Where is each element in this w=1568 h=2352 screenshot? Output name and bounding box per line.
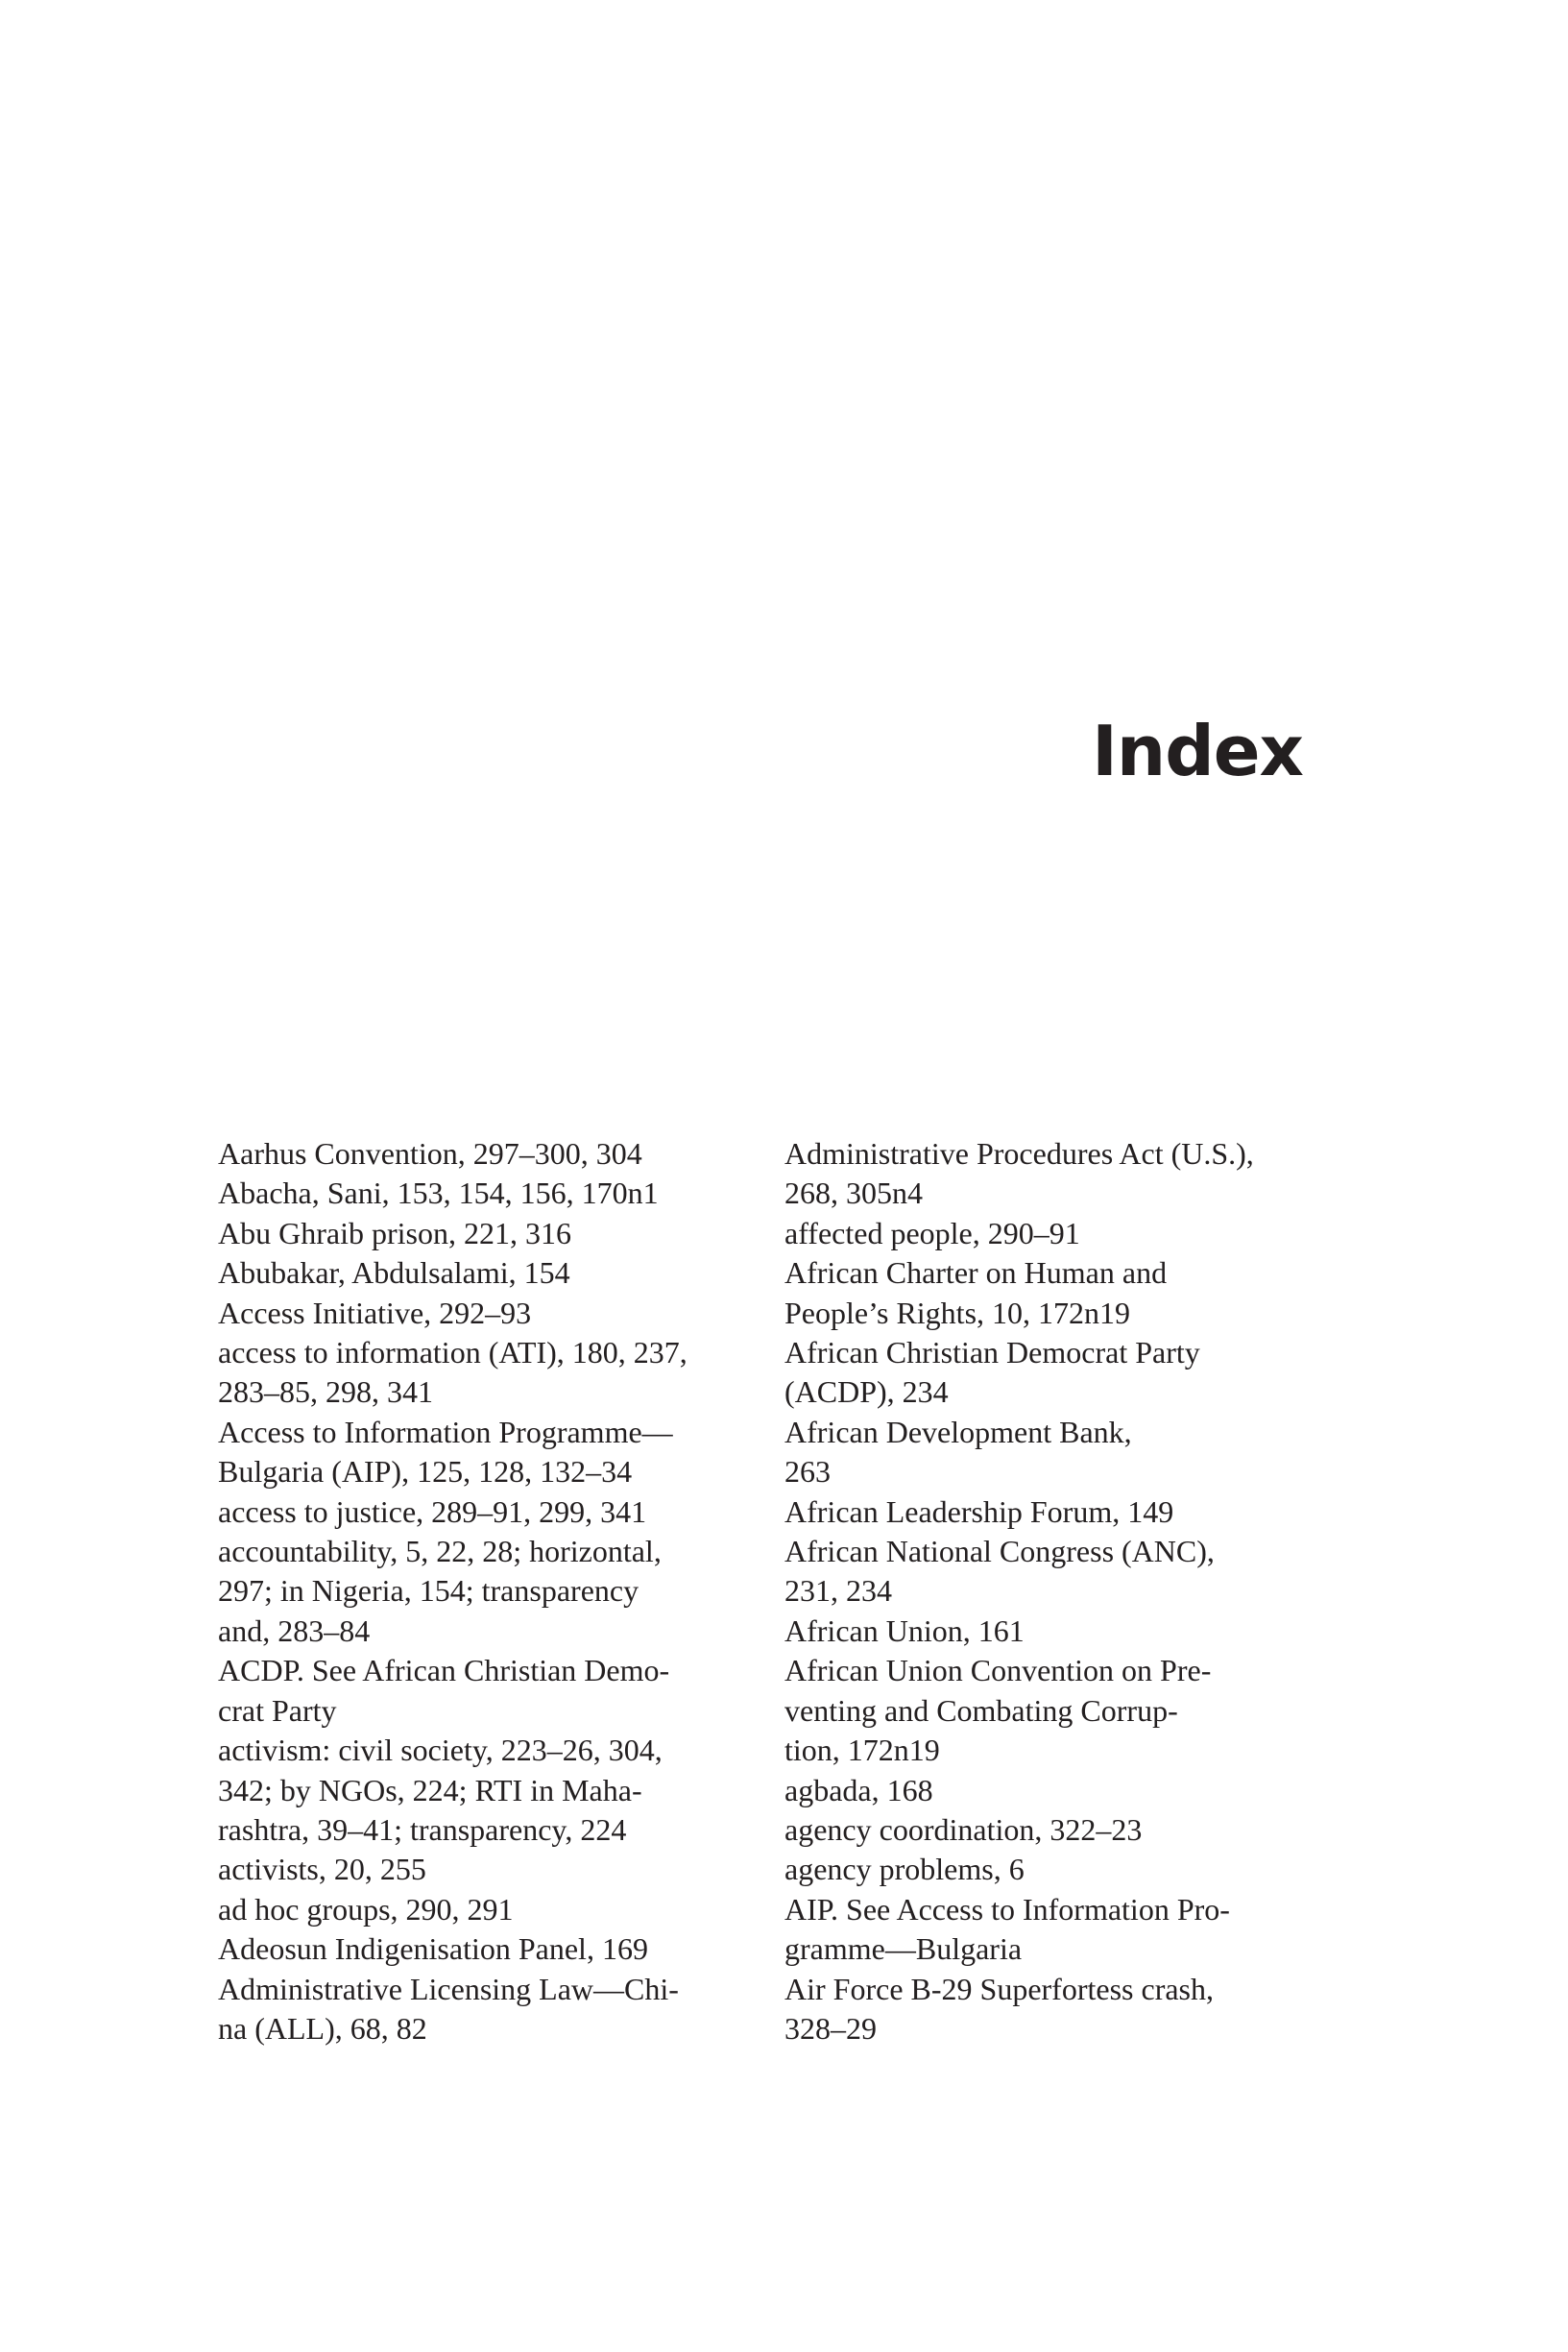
index-entry [784, 1214, 1322, 1253]
index-entry [218, 1651, 756, 1731]
entry-line: African Charter on Human and [784, 1255, 1168, 1291]
entry-line: African Christian Democrat Party [784, 1335, 1200, 1370]
index-entry [218, 1850, 756, 1889]
page-title: Index [1092, 711, 1303, 791]
entry-line: affected people, 290–91 [784, 1215, 1080, 1250]
entry-line: crat Party [218, 1692, 337, 1728]
entry-line: African National Congress (ANC), [784, 1534, 1215, 1569]
index-entry [218, 1492, 756, 1532]
entry-line: African Leadership Forum, 149 [784, 1493, 1174, 1529]
entry-line: Administrative Licensing Law—Chi- [218, 1971, 679, 2006]
index-entry [784, 1771, 1322, 1810]
entry-line: African Development Bank, [784, 1414, 1132, 1449]
entry-line: and, 283–84 [218, 1612, 371, 1648]
index-entry [218, 1174, 756, 1213]
entry-line: Abacha, Sani, 153, 154, 156, 170n1 [218, 1176, 659, 1211]
entry-line: activism: civil society, 223–26, 304, [218, 1733, 663, 1768]
entry-line: na (ALL), 68, 82 [218, 2010, 427, 2046]
index-entry [784, 1492, 1322, 1532]
entry-line: African Union, 161 [784, 1612, 1025, 1648]
index-entry [784, 1850, 1322, 1889]
index-column-left [218, 1134, 756, 2049]
index-entry [218, 1731, 756, 1850]
index-entry [218, 1532, 756, 1651]
index-entry [784, 1890, 1322, 1970]
entry-line: AIP. See Access to Information Pro- [784, 1891, 1230, 1927]
entry-line: Abu Ghraib prison, 221, 316 [218, 1215, 571, 1250]
index-entry [784, 1253, 1322, 1333]
index-column-right [784, 1134, 1322, 2049]
entry-line: People’s Rights, 10, 172n19 [784, 1295, 1131, 1330]
index-entry [784, 1810, 1322, 1850]
entry-line: 297; in Nigeria, 154; transparency [218, 1573, 639, 1609]
index-entry [784, 1651, 1322, 1770]
entry-line: accountability, 5, 22, 28; horizontal, [218, 1534, 662, 1569]
entry-line: rashtra, 39–41; transparency, 224 [218, 1811, 627, 1847]
index-entry [784, 1134, 1322, 1214]
entry-line: Aarhus Convention, 297–300, 304 [218, 1136, 642, 1171]
index-entry [784, 1612, 1322, 1651]
index-entry [784, 1532, 1322, 1612]
index-entry [218, 1929, 756, 1969]
entry-line: Adeosun Indigenisation Panel, 169 [218, 1931, 648, 1967]
entry-line: ad hoc groups, 290, 291 [218, 1891, 514, 1927]
entry-line: agency problems, 6 [784, 1852, 1025, 1887]
entry-line: Bulgaria (AIP), 125, 128, 132–34 [218, 1454, 633, 1490]
entry-line: Administrative Procedures Act (U.S.), [784, 1136, 1254, 1171]
entry-line: agbada, 168 [784, 1772, 933, 1807]
index-entry [784, 1333, 1322, 1413]
entry-line: 342; by NGOs, 224; RTI in Maha- [218, 1772, 642, 1807]
index-entry [784, 1970, 1322, 2049]
index-entry [218, 1413, 756, 1492]
entry-line: 283–85, 298, 341 [218, 1374, 433, 1410]
entry-line: activists, 20, 255 [218, 1852, 426, 1887]
index-entry [218, 1134, 756, 1174]
entry-line: 231, 234 [784, 1573, 892, 1609]
index-entry [784, 1413, 1322, 1492]
entry-line: tion, 172n19 [784, 1733, 940, 1768]
index-entry [218, 1253, 756, 1293]
index-entry [218, 1970, 756, 2049]
entry-line: (ACDP), 234 [784, 1374, 949, 1410]
entry-line: Abubakar, Abdulsalami, 154 [218, 1255, 570, 1291]
entry-line: Access to Information Programme— [218, 1414, 673, 1449]
index-entry [218, 1214, 756, 1253]
entry-line: African Union Convention on Pre- [784, 1653, 1212, 1688]
entry-line: 268, 305n4 [784, 1176, 923, 1211]
entry-line: ACDP. See African Christian Demo- [218, 1653, 670, 1688]
entry-line: Access Initiative, 292–93 [218, 1295, 532, 1330]
entry-line: gramme—Bulgaria [784, 1931, 1023, 1967]
entry-line: venting and Combating Corrup- [784, 1692, 1178, 1728]
index-entry [218, 1294, 756, 1333]
entry-line: 328–29 [784, 2010, 877, 2046]
entry-line: 263 [784, 1454, 831, 1490]
entry-line: access to information (ATI), 180, 237, [218, 1335, 688, 1370]
entry-line: agency coordination, 322–23 [784, 1811, 1143, 1847]
index-entry [218, 1333, 756, 1413]
entry-line: Air Force B-29 Superfortess crash, [784, 1971, 1214, 2006]
index-entry [218, 1890, 756, 1929]
entry-line: access to justice, 289–91, 299, 341 [218, 1493, 647, 1529]
